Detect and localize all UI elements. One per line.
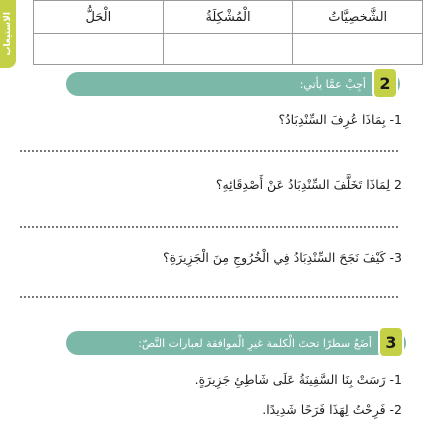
question-3: 3- كَيْفَ نَجَحَ السِّنْدِبَادُ فِي الْخُرُوجِ مِنَ الْجَزِيرَةِ؟ [163, 250, 402, 265]
section2-title: أجِبْ عمَّا يأتي: [299, 77, 366, 91]
header-solution: الْحَلُّ [34, 1, 164, 34]
section3-title: أضَعُ سطرًا تحتَ الْكلمة غيرِ الْموافقة لعبارات النَّصّ: [138, 336, 372, 350]
characters-table [33, 0, 423, 62]
answer-cell-problem[interactable] [163, 34, 293, 65]
answer-line-3[interactable] [20, 296, 398, 298]
answer-line-1[interactable] [20, 150, 398, 152]
sentence-1[interactable]: 1- رَسَتْ بِنَا السَّفِينَةُ عَلَى شَاطِئِ جَزِيرَةٍ. [194, 372, 402, 387]
header-characters: الشَّخصِيَّاتُ [293, 1, 423, 34]
header-problem: الْمُشْكِلَةُ [163, 1, 293, 34]
answer-line-2[interactable] [20, 226, 398, 228]
section2-header [66, 72, 400, 96]
table-answer-row [34, 34, 423, 65]
sentence-2[interactable]: 2- فَرِحْتُ لِهَذَا فَرَحًا شَدِيدًا. [262, 402, 402, 417]
answer-cell-solution[interactable] [34, 34, 164, 65]
question-1: 1- بِمَاذَا عُرِفَ السِّنْدِبَادُ؟ [278, 112, 402, 127]
section3-header [66, 331, 406, 355]
side-tab [0, 0, 16, 68]
table-header-row [34, 1, 423, 34]
section3-number-badge: 3 [380, 328, 402, 356]
section2-number-badge: 2 [374, 69, 396, 97]
question-2: 2 لِمَاذَا تَخَلَّفَ السِّنْدِبَادُ عَنْ أَصْدِقَائِهِ؟ [215, 177, 402, 192]
side-tab-label: الاستيعاب [3, 12, 13, 56]
answer-cell-characters[interactable] [293, 34, 423, 65]
